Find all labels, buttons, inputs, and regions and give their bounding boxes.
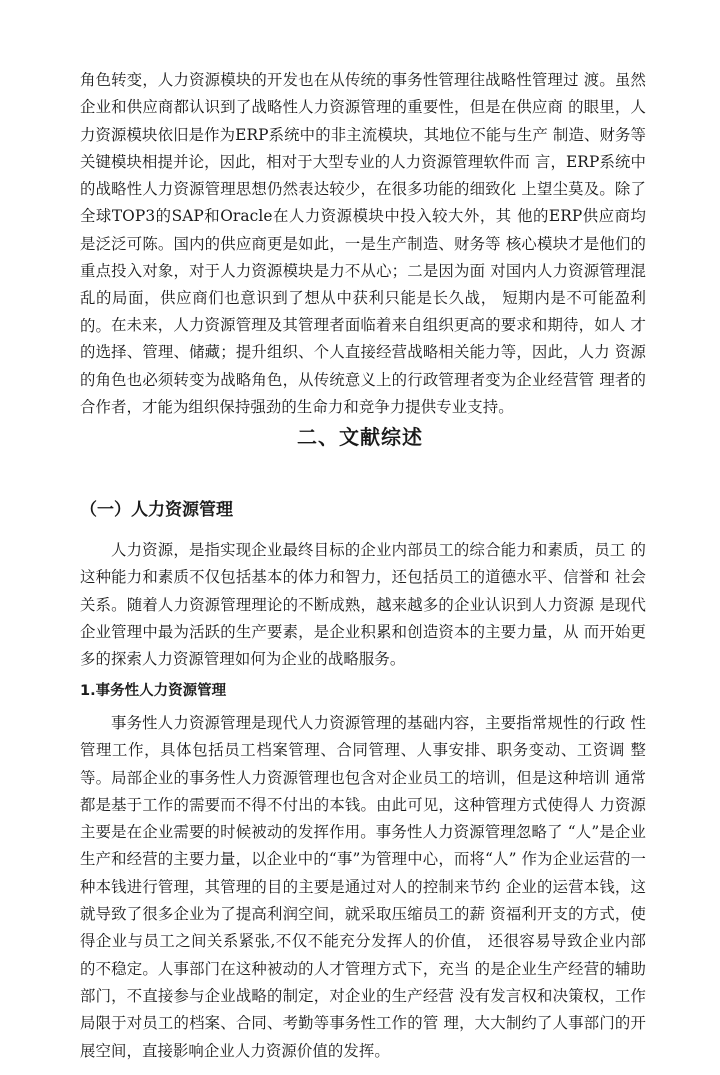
- body-paragraph: 人力资源，是指实现企业最终目标的企业内部员工的综合能力和素质，员工 的这种能力和素质不仅包括基本的体力和智力，还包括员工的道德水平、信誉和 社会关系。随着人力资源管理理论的不断成熟，越来越多的企业认识到人力资源 是现代企业管理中最为活跃的生产要素，是企业积累和创造资本的主要力量，从 而开始更多的探索人力资源管理如何为企业的战略服务。: [80, 541, 646, 669]
- subsubsection-title: 1.事务性人力资源管理: [80, 683, 227, 699]
- subsection-title: （一）人力资源管理: [80, 500, 233, 520]
- section-title: 二、文献综述: [297, 425, 423, 449]
- body-paragraph: 事务性人力资源管理是现代人力资源管理的基础内容，主要指常规性的行政 性管理工作，具体包括员工档案管理、合同管理、人事安排、职务变动、工资调 整等。局部企业的事务性人力资源管理也包含对企业员工的培训，但是这种培训 通常都是基于工作的需要而不得不付出的本钱。由此可见，这种管理方式使得人 力资源主要是在企业需要的时候被动的发挥作用。事务性人力资源管理忽略了 “人”是企业生产和经营的主要力量，以企业中的“事”为管理中心，而将“人” 作为企业运营的一种本钱进行管理，其管理的目的主要是通过对人的控制来节约 企业的运营本钱，这就导致了很多企业为了提高利润空间，就采取压缩员工的薪 资福利开支的方式，使得企业与员工之间关系紧张,不仅不能充分发挥人的价值， 还很容易导致企业内部的不稳定。人事部门在这种被动的人才管理方式下，充当 的是企业生产经营的辅助部门，不直接参与企业战略的制定，对企业的生产经营 没有发言权和决策权，工作局限于对员工的档案、合同、考勤等事务性工作的管 理，大大制约了人事部门的开展空间，直接影响企业人力资源价值的发挥。: [80, 714, 646, 1060]
- body-paragraph: 角色转变，人力资源模块的开发也在从传统的事务性管理往战略性管理过 渡。虽然企业和供应商都认识到了战略性人力资源管理的重要性，但是在供应商 的眼里，人力资源模块依旧是作为ERP系统中的非主流模块，其地位不能与生产 制造、财务等关键模块相提并论，因此，相对于大型专业的人力资源管理软件而 言，ERP系统中的战略性人力资源管理思想仍然表达较少，在很多功能的细致化 上望尘莫及。除了全球TOP3的SAP和Oracle在人力资源模块中投入较大外，其 他的ERP供应商均是泛泛可陈。国内的供应商更是如此，一是生产制造、财务等 核心模块才是他们的重点投入对象，对于人力资源模块是力不从心；二是因为面 对国内人力资源管理混乱的局面，供应商们也意识到了想从中获利只能是长久战， 短期内是不可能盈利的。: [80, 71, 646, 335]
- body-paragraph: 在未来，人力资源管理及其管理者面临着来自组织更高的要求和期待，如人 才的选择、管理、储藏；提升组织、个人直接经营战略相关能力等，因此，人力 资源的角色也必须转变为战略角色，从传统意义上的行政管理者变为企业经营管 理者的合作者，才能为组织保持强劲的生命力和竞争力提供专业支持。: [80, 316, 646, 416]
